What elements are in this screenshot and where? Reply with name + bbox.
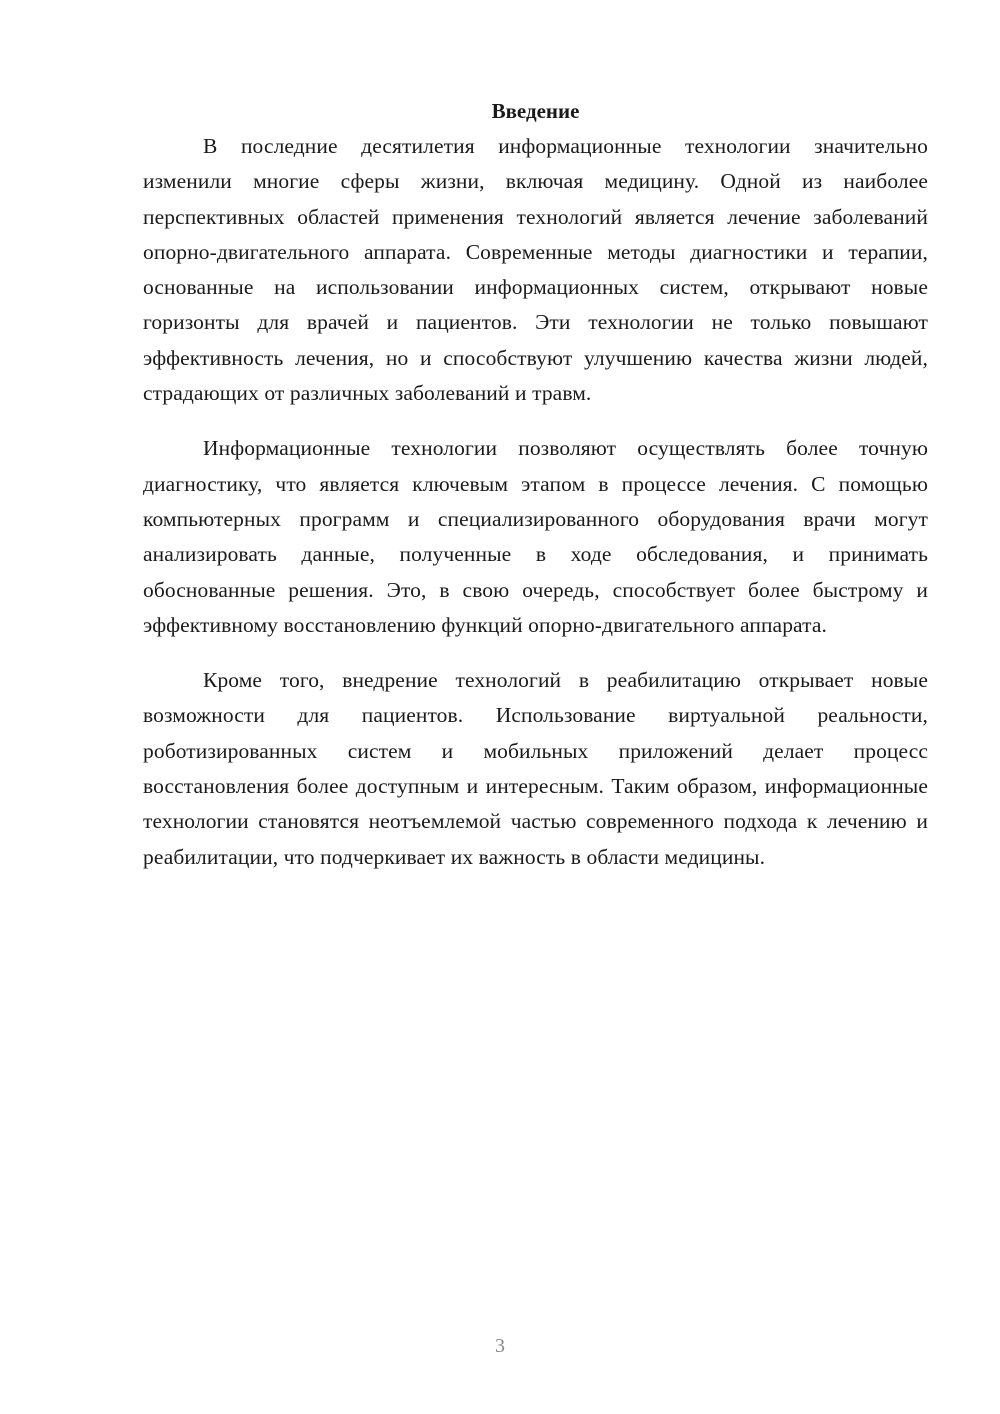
page-content (143, 94, 928, 875)
paragraph-2: Информационные технологии позволяют осуществлять более точную диагностику, что является ключевым этапом в процессе лечения. С помощью компьютерных программ и специализированного оборудования врачи могут анализировать данные, полученные в ходе обследования, и принимать обоснованные решения. Это, в свою очередь, способствует более быстрому и эффективному восстановлению функций опорно-двигательного аппарата. (143, 436, 928, 637)
section-title: Введение (491, 99, 580, 123)
page-number: 3 (495, 1335, 505, 1357)
paragraph-1: В последние десятилетия информационные технологии значительно изменили многие сферы жизни, включая медицину. Одной из наиболее перспективных областей применения технологий является лечение заболеваний опорно-двигательного аппарата. Современные методы диагностики и терапии, основанные на использовании информационных систем, открывают новые горизонты для врачей и пациентов. Эти технологии не только повышают эффективность лечения, но и способствуют улучшению качества жизни людей, страдающих от различных заболеваний и травм. (143, 134, 928, 406)
paragraph-3: Кроме того, внедрение технологий в реабилитацию открывает новые возможности для пациентов. Использование виртуальной реальности, роботизированных систем и мобильных приложений делает процесс восстановления более доступным и интересным. Таким образом, информационные технологии становятся неотъемлемой частью современного подхода к лечению и реабилитации, что подчеркивает их важность в области медицины. (143, 668, 928, 869)
